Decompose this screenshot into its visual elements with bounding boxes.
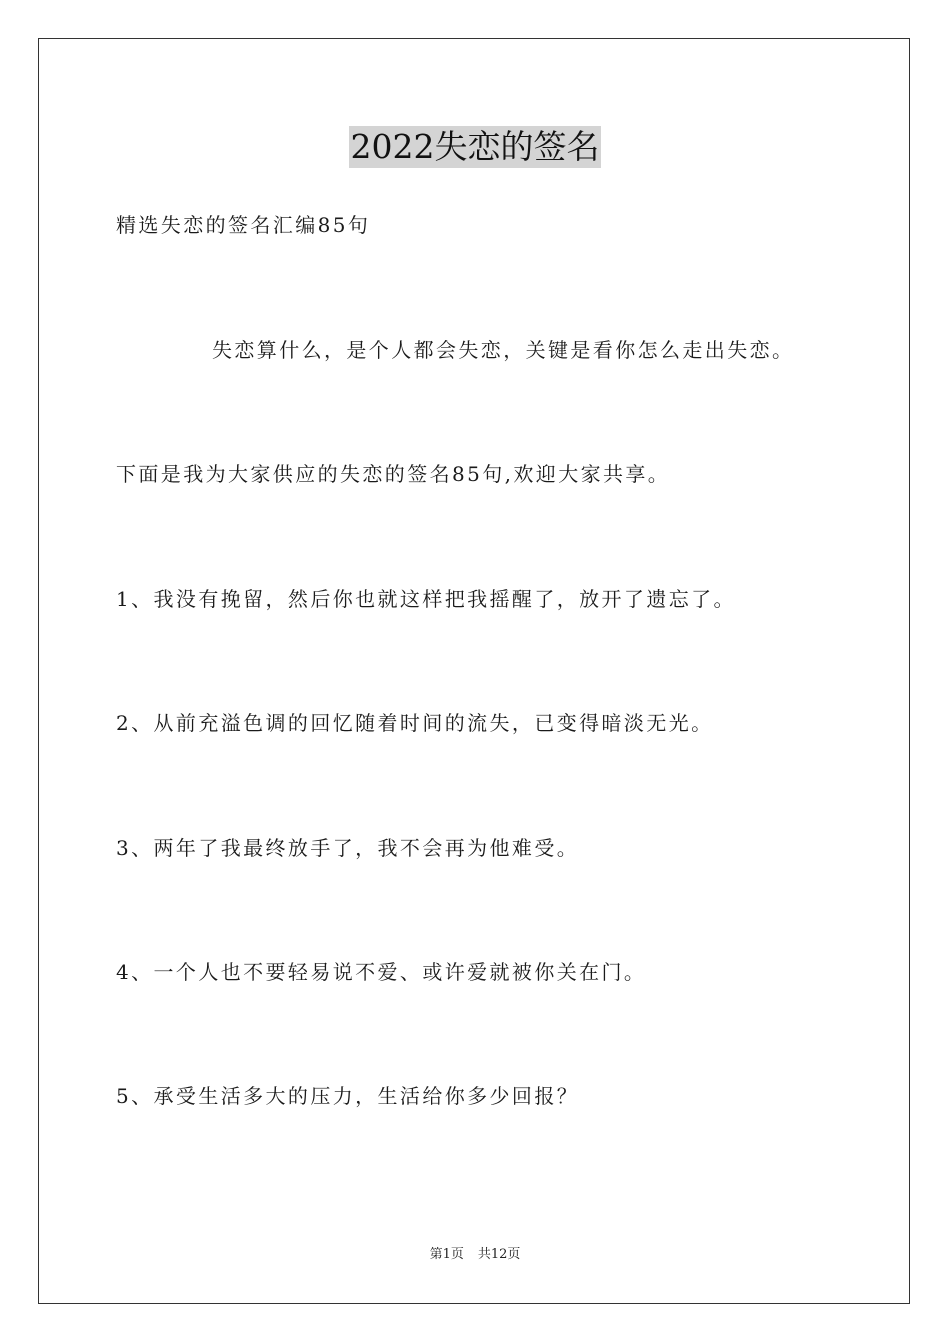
- intro-paragraph: 失恋算什么，是个人都会失恋，关键是看你怎么走出失恋。: [212, 338, 795, 362]
- page-footer: [0, 1246, 950, 1264]
- page-number-total: 共12页: [477, 1247, 521, 1262]
- document-title: 2022失恋的签名: [350, 127, 600, 166]
- list-item: 5、承受生活多大的压力，生活给你多少回报？: [116, 1084, 580, 1108]
- title-container: [0, 126, 950, 168]
- list-item: 4、一个人也不要轻易说不爱、或许爱就被你关在门。: [116, 960, 647, 984]
- page-number-current: 第1页: [429, 1247, 464, 1262]
- list-item: 1、我没有挽留，然后你也就这样把我摇醒了，放开了遗忘了。: [116, 587, 736, 611]
- list-item: 3、两年了我最终放手了，我不会再为他难受。: [116, 836, 580, 860]
- list-item: 2、从前充溢色调的回忆随着时间的流失，已变得暗淡无光。: [116, 711, 714, 735]
- subtitle-line: 精选失恋的签名汇编85句: [116, 213, 371, 237]
- lead-paragraph: 下面是我为大家供应的失恋的签名85句,欢迎大家共享。: [116, 462, 671, 486]
